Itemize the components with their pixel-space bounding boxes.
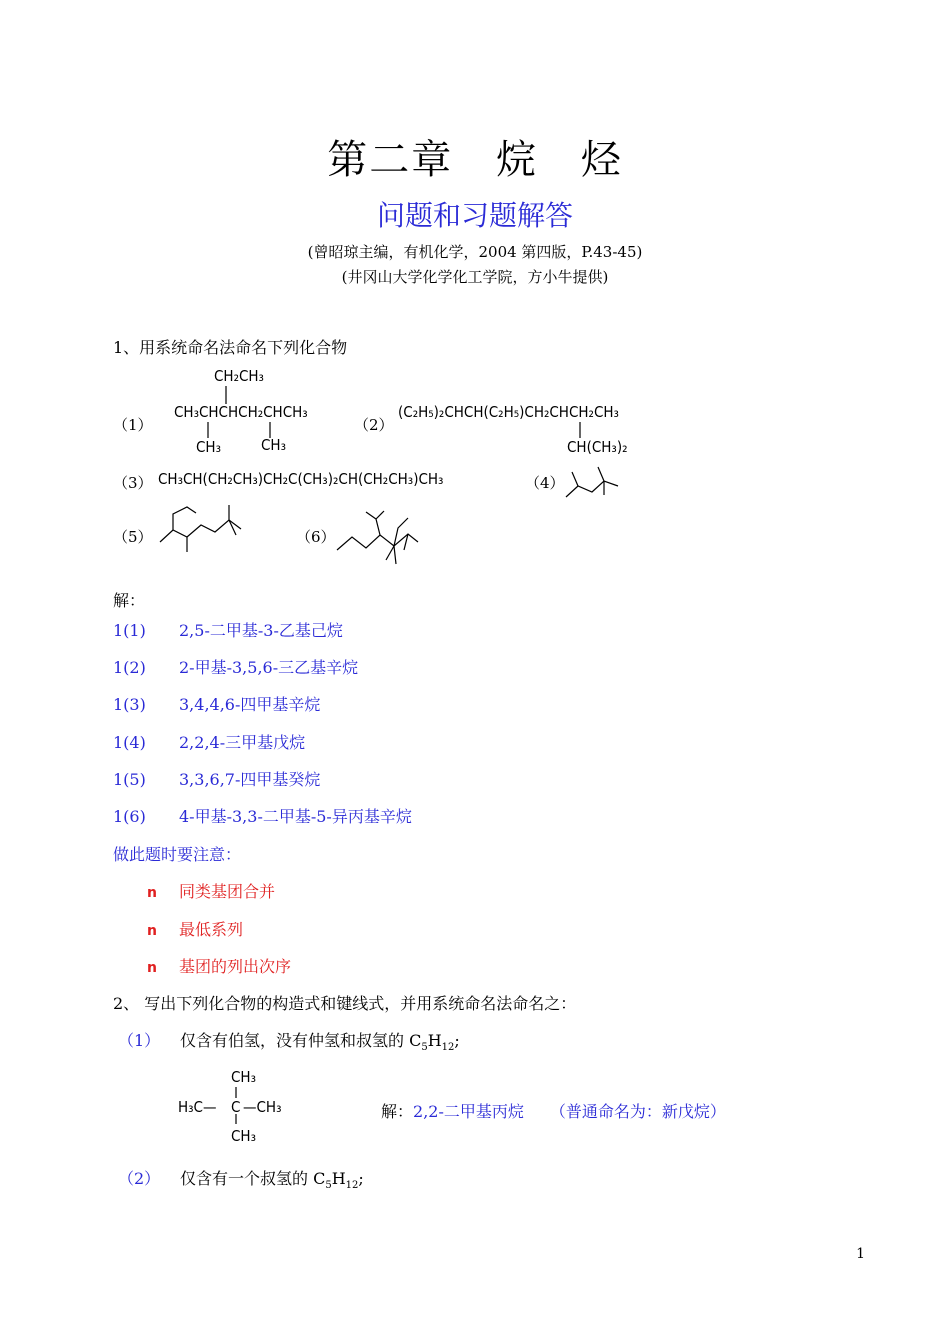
struct-left: H₃C— <box>178 1098 217 1116</box>
compound-label-3: （3） <box>113 474 153 492</box>
page-number: 1 <box>856 1246 865 1262</box>
note-item: n 基团的列出次序 <box>147 957 292 976</box>
answer-row: 1(4) 2,2,4-三甲基戊烷 <box>113 733 306 752</box>
compound-label-2: （2） <box>354 416 394 434</box>
struct-right: —CH₃ <box>243 1098 282 1116</box>
subquestion-text-2: 仅含有一个叔氢的 $C_5H_{12}$; <box>180 1169 364 1192</box>
compound-label-1: （1） <box>113 416 153 434</box>
provider-credit: (井冈山大学化学化工学院，方小牛提供) <box>341 268 609 286</box>
formula1-top: CH₂CH₃ <box>214 367 264 385</box>
struct-center: C <box>231 1098 241 1116</box>
answer-row: 1(3) 3,4,4,6-四甲基辛烷 <box>113 695 321 714</box>
title-part: 烷 <box>496 137 538 183</box>
subquestion-text-1: 仅含有伯氢，没有仲氢和叔氢的 $C_5H_{12}$; <box>180 1031 460 1054</box>
formula1-branch: CH₃ <box>261 436 286 454</box>
source-citation: (曾昭琼主编，有机化学，2004 第四版，P.43-45) <box>307 243 643 261</box>
question-1: 1、用系统命名法命名下列化合物 <box>113 338 348 357</box>
formula1-main: CH₃CHCHCH₂CHCH₃ <box>174 403 308 421</box>
formula2-branch: CH(CH₃)₂ <box>567 438 628 456</box>
answer-row: 1(6) 4-甲基-3,3-二甲基-5-异丙基辛烷 <box>113 807 412 826</box>
question-2: 2、 写出下列化合物的构造式和键线式，并用系统命名法命名之： <box>113 994 577 1013</box>
formula3: CH₃CH(CH₂CH₃)CH₂C(CH₃)₂CH(CH₂CH₃)CH₃ <box>158 470 444 488</box>
struct-bottom: CH₃ <box>231 1127 256 1145</box>
answer-2-1: 解：2,2-二甲基丙烷 （普通命名为：新戊烷） <box>381 1102 726 1121</box>
formula1-branch: CH₃ <box>196 438 221 456</box>
note-item: n 最低系列 <box>147 920 244 939</box>
bullet-icon: n <box>147 923 157 939</box>
note-title: 做此题时要注意： <box>113 845 242 864</box>
struct-top: CH₃ <box>231 1068 256 1086</box>
subquestion-label-2: （2） <box>118 1169 161 1188</box>
answer-row: 1(2) 2-甲基-3,5,6-三乙基辛烷 <box>113 658 359 677</box>
compound-label-5: （5） <box>113 528 153 546</box>
bullet-icon: n <box>147 885 157 901</box>
title-part: 烃 <box>580 137 623 183</box>
solution-label: 解： <box>113 591 146 610</box>
compound-label-4: （4） <box>525 474 565 492</box>
bullet-icon: n <box>147 960 157 976</box>
title-part: 第二章 <box>327 137 454 183</box>
answer-row: 1(1) 2,5-二甲基-3-乙基己烷 <box>113 621 343 640</box>
subquestion-label-1: （1） <box>118 1031 161 1050</box>
page-subtitle: 问题和习题解答 <box>376 199 573 232</box>
compound-label-6: （6） <box>296 528 336 546</box>
formula2-main: (C₂H₅)₂CHCH(C₂H₅)CH₂CHCH₂CH₃ <box>398 403 619 421</box>
answer-row: 1(5) 3,3,6,7-四甲基癸烷 <box>113 770 321 789</box>
note-item: n 同类基团合并 <box>147 882 276 901</box>
